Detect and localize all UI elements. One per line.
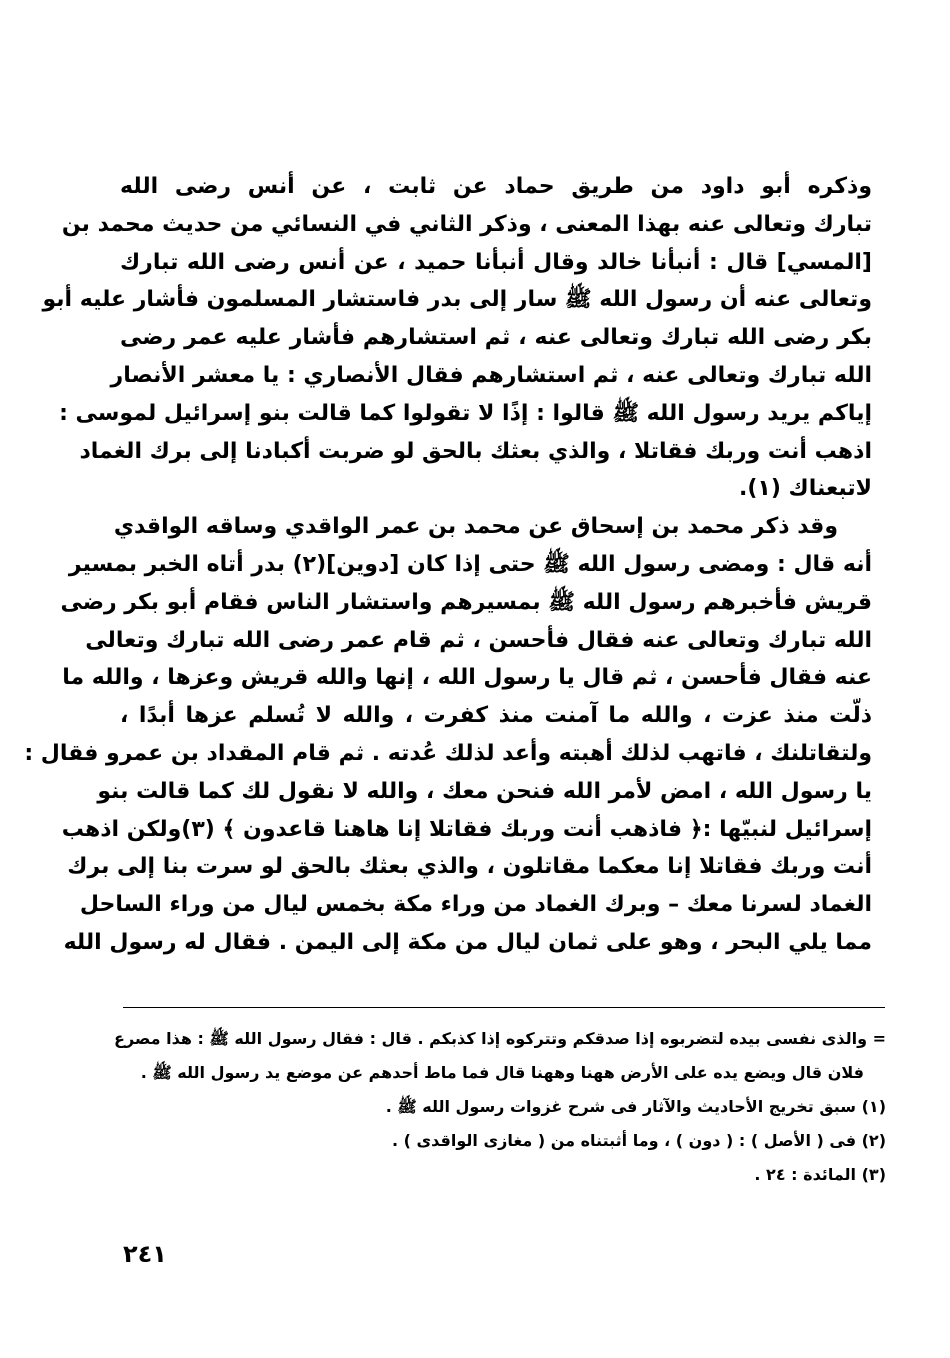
footnote-1: (١) سبق تخريج الأحاديث والآثار فى شرح غزوات رسول الله ﷺ . — [385, 1097, 886, 1116]
body-line: وتعالى عنه أن رسول الله ﷺ سار إلى بدر فاستشار المسلمون فأشار عليه أبو — [42, 287, 872, 313]
body-line: ذلّت منذ عزت ، والله ما آمنت منذ كفرت ، والله لا تُسلم عزها أبدًا ، — [120, 703, 872, 729]
body-line: قريش فأخبرهم رسول الله ﷺ بمسيرهم واستشار الناس فقام أبو بكر رضى — [60, 589, 872, 615]
footnote-line: = والذى نفسى بيده لتضربوه إذا صدقكم وتتركوه إذا كذبكم . قال : فقال رسول الله ﷺ : هذا مصرع — [114, 1029, 886, 1048]
body-text — [24, 168, 872, 962]
body-line: أنت وربك فقاتلا إنا معكما مقاتلون ، والذي بعثك بالحق لو سرت بنا إلى برك — [67, 854, 872, 880]
body-line: إياكم يريد رسول الله ﷺ قالوا : إذًا لا تقولوا كما قالت بنو إسرائيل لموسى : — [59, 400, 872, 426]
page-number: ٢٤١ — [123, 1240, 167, 1268]
body-line: الغماد لسرنا معك – وبرك الغماد من وراء مكة بخمس ليال من وراء الساحل — [79, 892, 872, 918]
body-line: أنه قال : ومضى رسول الله ﷺ حتى إذا كان [دوين](٢) بدر أتاه الخبر بمسير — [68, 551, 872, 577]
footnote-divider — [123, 1007, 885, 1008]
footnote-2: (٢) فى ( الأصل ) : ( دون ) ، وما أثبتناه من ( مغازى الواقدى ) . — [391, 1131, 886, 1150]
body-line: الله تبارك وتعالى عنه ، ثم استشارهم فقال الأنصاري : يا معشر الأنصار — [110, 362, 872, 388]
body-line: اذهب أنت وربك فقاتلا ، والذي بعثك بالحق لو ضربت أكبادنا إلى برك الغماد — [79, 438, 872, 464]
body-line: [المسي] قال : أنبأنا خالد وقال أنبأنا حميد ، عن أنس رضى الله تبارك — [120, 249, 872, 275]
body-line: تبارك وتعالى عنه بهذا المعنى ، وذكر الثاني في النسائي من حديث محمد بن — [61, 211, 872, 237]
body-line: وقد ذكر محمد بن إسحاق عن محمد بن عمر الواقدي وساقه الواقدي — [113, 514, 838, 540]
body-line: الله تبارك وتعالى عنه فقال فأحسن ، ثم قام عمر رضى الله تبارك وتعالى — [85, 627, 872, 653]
body-line: ولتقاتلنك ، فاتهب لذلك أهبته وأعد لذلك عُدته . ثم قام المقداد بن عمرو فقال : — [24, 740, 872, 766]
body-line: يا رسول الله ، امض لأمر الله فنحن معك ، والله لا نقول لك كما قالت بنو — [97, 778, 872, 804]
body-line: لاتبعناك (١). — [738, 476, 872, 502]
footnotes — [114, 1022, 886, 1192]
body-line: مما يلي البحر ، وهو على ثمان ليال من مكة إلى اليمن . فقال له رسول الله — [63, 929, 872, 955]
body-line: بكر رضى الله تبارك وتعالى عنه ، ثم استشارهم فأشار عليه عمر رضى — [120, 325, 872, 351]
body-line: وذكره أبو داود من طريق حماد عن ثابت ، عن أنس رضى الله — [120, 174, 872, 199]
footnote-line: فلان قال ويضع يده على الأرض ههنا وههنا قال فما ماط أحدهم عن موضع يد رسول الله ﷺ . — [140, 1063, 864, 1082]
body-line: عنه فقال فأحسن ، ثم قال يا رسول الله ، إنها والله قريش وعزها ، والله ما — [62, 665, 872, 691]
body-line: إسرائيل لنبيّها :﴿ فاذهب أنت وربك فقاتلا إنا هاهنا قاعدون ﴾ (٣)ولكن اذهب — [61, 816, 872, 842]
footnote-3: (٣) المائدة : ٢٤ . — [754, 1165, 886, 1184]
